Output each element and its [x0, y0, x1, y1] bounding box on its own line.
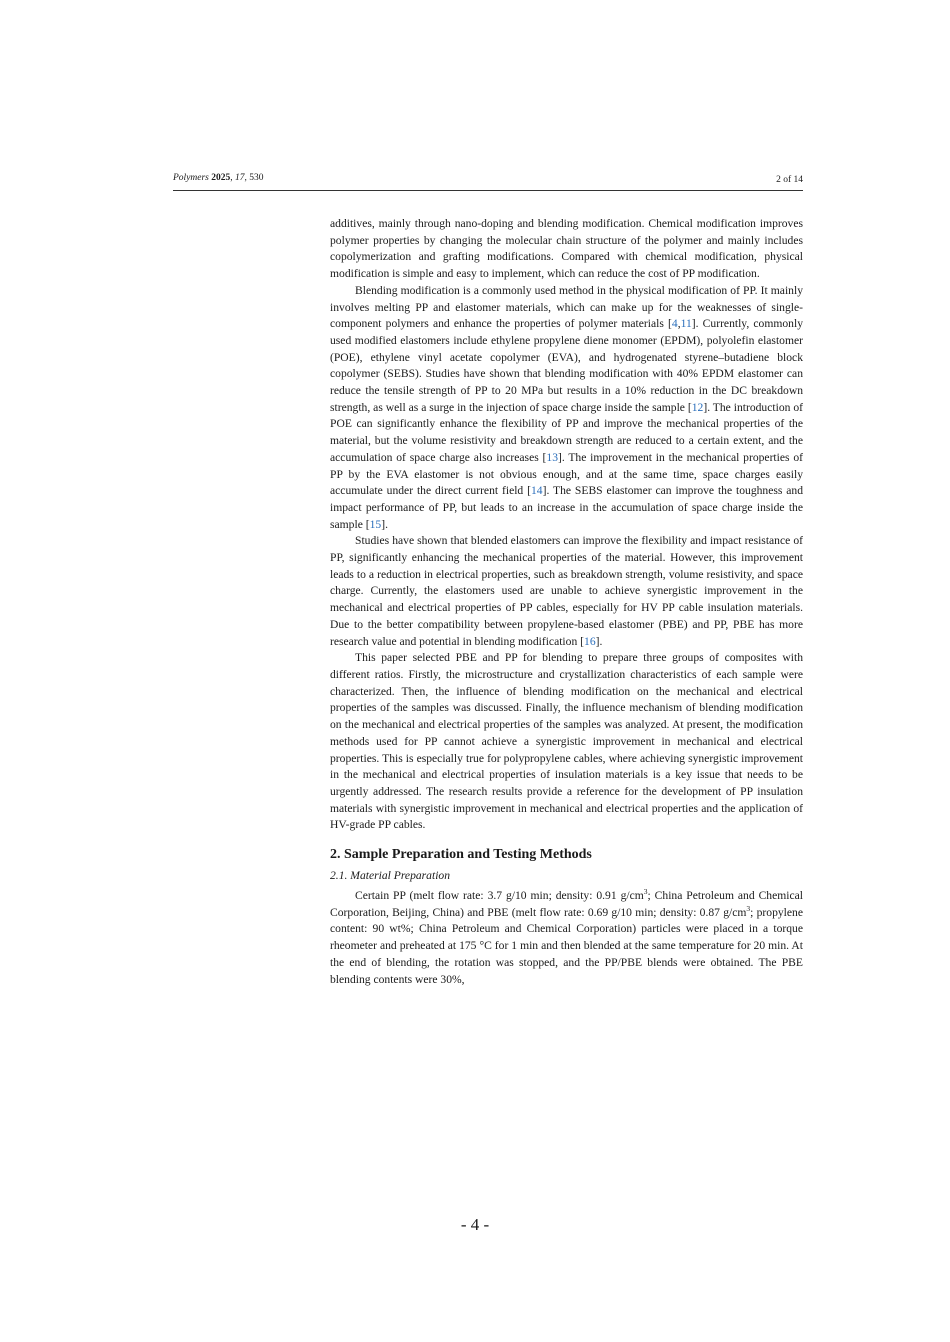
journal-year: 2025	[211, 173, 231, 183]
subsection-heading: 2.1. Material Preparation	[330, 869, 451, 883]
superscript: 3	[746, 903, 751, 913]
header-rule	[173, 190, 803, 191]
citation-link[interactable]: 12	[691, 400, 704, 414]
citation-link[interactable]: 14	[530, 484, 543, 498]
article-number: 530	[249, 173, 264, 183]
paragraph-3	[330, 533, 803, 650]
text-run: ]. The introduction of POE can significantly enhance the flexibility of PP and improve the mechanical properties of the material, but the volume resistivity and breakdown strength are reduced to a certain extent, and the accumulation of space charge also increases [	[330, 400, 803, 464]
text-run: ; propylene content: 90 wt%; China Petroleum and Chemical Corporation) particles were placed in a torque rheometer and preheated at 175 °C for 1 min and then blended at the same temperature for 20 min. At the end of blending, the rotation was stopped, and the PP/PBE blends were obtained. The PBE blending contents were 30%,	[330, 905, 803, 986]
section-heading: 2. Sample Preparation and Testing Methods	[330, 847, 592, 863]
text-run: Studies have shown that blended elastomers can improve the flexibility and impact resistance of PP, significantly enhancing the mechanical properties of the material. However, this improvement leads to a reduction in electrical properties, such as breakdown strength, volume resistivity, and space charge. Currently, the elastomers used are unable to achieve synergistic improvement in the mechanical and electrical properties of PP cables, especially for HV PP cable insulation materials. Due to the better compatibility between propylene-based elastomer (PBE) and PP, PBE has more research value and potential in blending modification [	[330, 534, 803, 648]
text-run: ,	[677, 317, 681, 331]
journal-name: Polymers	[173, 173, 209, 183]
superscript: 3	[643, 887, 648, 897]
citation-link[interactable]: 13	[546, 450, 558, 464]
text-run: Certain PP (melt flow rate: 3.7 g/10 min; density: 0.91 g/cm	[355, 889, 644, 903]
text-run: Blending modification is a commonly used method in the physical modification of PP. It mainly involves melting PP and elastomer materials, which can make up for the weaknesses of single-component polymers and enhance the properties of polymer materials [	[330, 283, 803, 331]
paragraph-5	[330, 888, 803, 988]
running-header	[173, 172, 803, 188]
text-run: ; China Petroleum and Chemical Corporation, Beijing, China) and PBE (melt flow rate: 0.69 g/10 min; density: 0.87 g/cm	[330, 889, 803, 919]
journal-volume: 17	[235, 173, 245, 183]
page-of-label: 2 of 14	[776, 175, 803, 185]
citation-link[interactable]: 11	[680, 317, 692, 331]
citation-link[interactable]: 16	[584, 634, 596, 648]
text-run: ]. The SEBS elastomer can improve the toughness and impact performance of PP, but leads to an increase in the accumulation of space charge inside the sample [	[330, 484, 804, 531]
text-run: ]. The improvement in the mechanical properties of PP by the EVA elastomer is not obvious enough, and at the same time, space charges easily accumulate under the direct current field [	[330, 450, 803, 498]
paragraph-2	[330, 283, 803, 534]
paragraph-4: This paper selected PBE and PP for blending to prepare three groups of composites with different ratios. Firstly, the microstructure and crystallization characteristics of each sample were characterized. Then, the influence of blending modification on the mechanical and electrical properties of the samples was discussed. Finally, the influence mechanism of blending modification on the mechanical and electrical properties of the samples was analyzed. At present, the modification methods used for PP cannot achieve a synergistic improvement in mechanical and electrical properties. This is especially true for polypropylene cables, where achieving synergistic improvement in the mechanical and electrical properties of insulation materials is a key issue that needs to be urgently addressed. The research results provide a reference for the development of PP insulation materials with synergistic improvement in mechanical and electrical properties and the application of HV-grade PP cables.	[330, 651, 803, 832]
citation-link[interactable]: 15	[369, 517, 382, 531]
page-number: - 4 -	[460, 1215, 490, 1234]
text-run: ].	[595, 634, 603, 648]
body-text-column	[330, 216, 803, 988]
citation-link[interactable]: 4	[671, 317, 678, 331]
text-run: ].	[381, 517, 388, 531]
journal-citation: Polymers 2025, 17, 530	[173, 173, 264, 183]
paragraph-1: additives, mainly through nano-doping and blending modification. Chemical modification improves polymer properties by changing the molecular chain structure of the polymer and mainly includes copolymerization and grafting modifications. Compared with chemical modification, physical modification is simple and easy to implement, which can reduce the cost of PP modification.	[330, 217, 803, 281]
text-run: ]. Currently, commonly used modified elastomers include ethylene propylene diene monomer (EPDM), polyolefin elastomer (POE), ethylene vinyl acetate copolymer (EVA), and hydrogenated styrene–butadiene block copolymer (SEBS). Studies have shown that blending modification with 40% EPDM elastomer can reduce the tensile strength of PP to 20 MPa but results in a 10% reduction in the DC breakdown strength, as well as a surge in the injection of space charge inside the sample [	[330, 317, 803, 414]
